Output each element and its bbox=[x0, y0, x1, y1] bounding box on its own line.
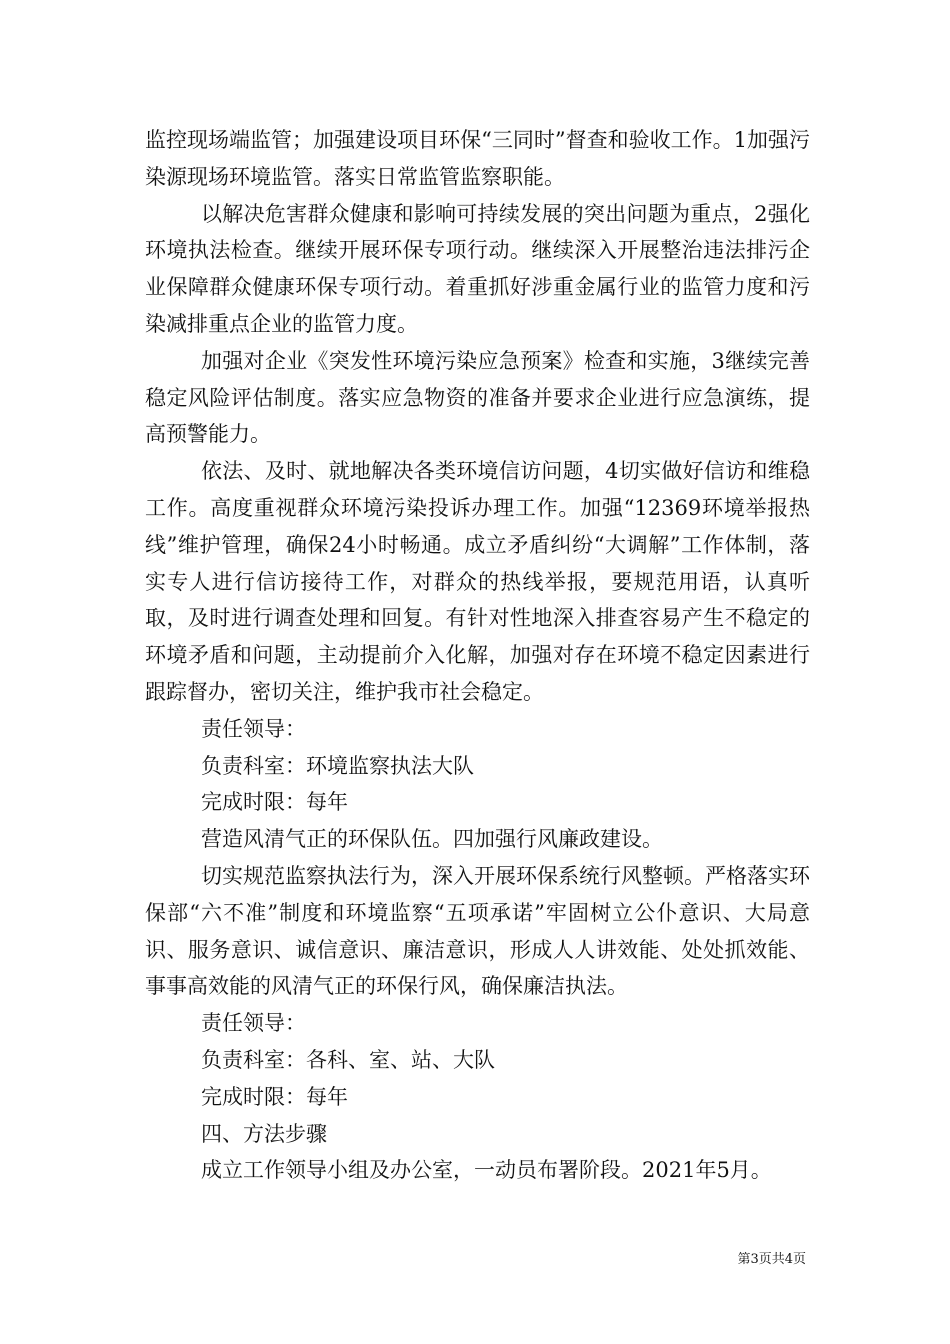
paragraph-2: 以解决危害群众健康和影响可持续发展的突出问题为重点，2强化环境执法检查。继续开展环保专项行动。继续深入开展整治违法排污企业保障群众健康环保专项行动。着重抓好涉重金属行业的监管力度和污染减排重点企业的监管力度。 bbox=[145, 201, 810, 336]
document-body bbox=[145, 122, 810, 1189]
paragraph-1: 监控现场端监管；加强建设项目环保“三同时”督查和验收工作。1加强污染源现场环境监管。落实日常监管监察职能。 bbox=[145, 128, 810, 189]
responsible-department-1: 负责科室：环境监察执法大队 bbox=[201, 753, 474, 778]
deadline-2: 完成时限：每年 bbox=[201, 1084, 348, 1109]
paragraph-4: 依法、及时、就地解决各类环境信访问题，4切实做好信访和维稳工作。高度重视群众环境污染投诉办理工作。加强“12369环境举报热线”维护管理，确保24小时畅通。成立矛盾纠纷“大调解”工作体制，落实专人进行信访接待工作，对群众的热线举报，要规范用语，认真听取，及时进行调查处理和回复。有针对性地深入排查容易产生不稳定的环境矛盾和问题，主动提前介入化解，加强对存在环境不稳定因素进行跟踪督办，密切关注，维护我市社会稳定。 bbox=[145, 459, 810, 704]
responsible-leader-1: 责任领导： bbox=[201, 716, 306, 741]
page-number: 第3页共4页 bbox=[737, 1252, 806, 1267]
paragraph-6: 成立工作领导小组及办公室，一动员布署阶段。2021年5月。 bbox=[201, 1158, 772, 1183]
deadline-1: 完成时限：每年 bbox=[201, 790, 348, 815]
section-heading-methods: 四、方法步骤 bbox=[201, 1121, 327, 1146]
paragraph-5: 切实规范监察执法行为，深入开展环保系统行风整顿。严格落实环保部“六不准”制度和环境监察“五项承诺”牢固树立公仆意识、大局意识、服务意识、诚信意识、廉洁意识，形成人人讲效能、处处抓效能、事事高效能的风清气正的环保行风，确保廉洁执法。 bbox=[145, 863, 810, 999]
responsible-leader-2: 责任领导： bbox=[201, 1011, 306, 1036]
paragraph-section-four: 营造风清气正的环保队伍。四加强行风廉政建设。 bbox=[201, 827, 663, 852]
responsible-department-2: 负责科室：各科、室、站、大队 bbox=[201, 1047, 495, 1072]
paragraph-3: 加强对企业《突发性环境污染应急预案》检查和实施，3继续完善稳定风险评估制度。落实应急物资的准备并要求企业进行应急演练，提高预警能力。 bbox=[145, 348, 810, 447]
